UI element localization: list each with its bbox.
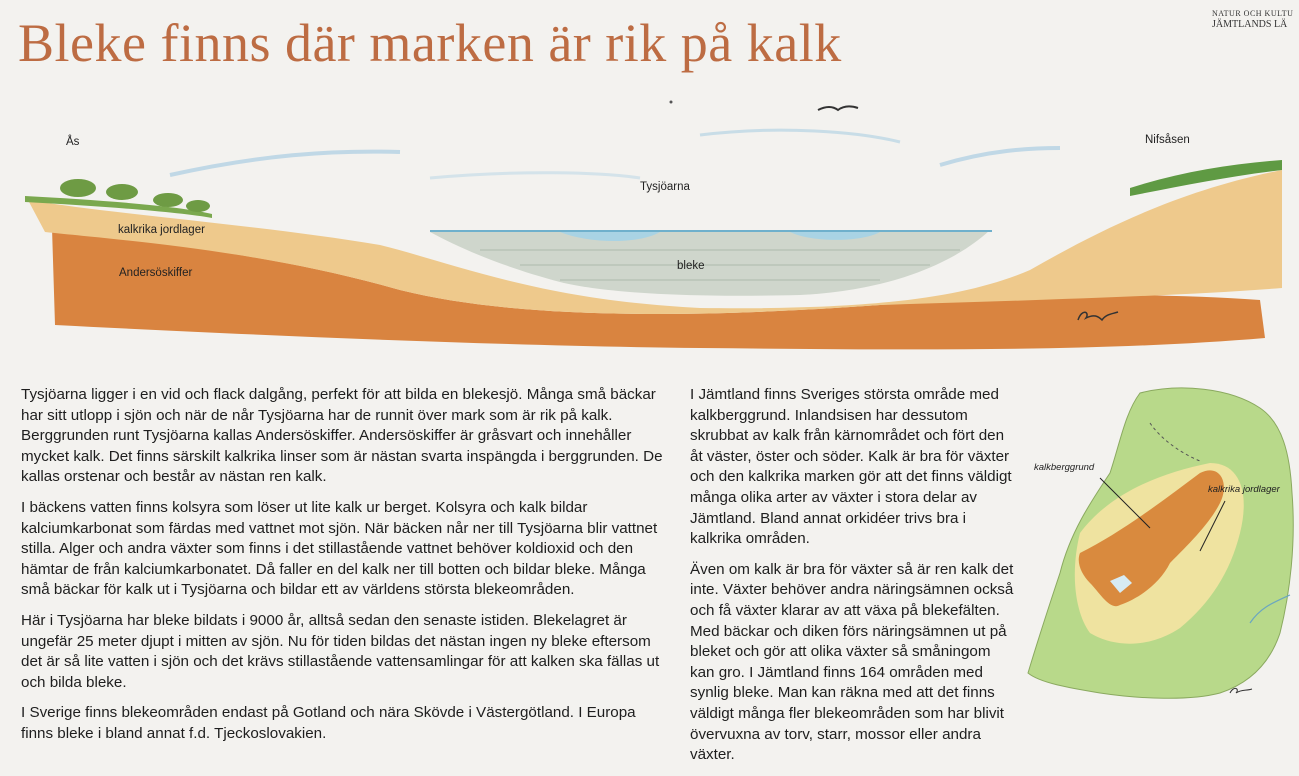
paragraph: Även om kalk är bra för växter så är ren kalk det inte. Växter behöver andra näringsämnen också och få växter klarar av att växa på blekefälten. Med bäckar och diken förs näringsämnen ut på bleket och gör att olika växter så småningom kan gro. I Jämtland finns 164 områden med synlig bleke. Man kan räkna med att det finns väldigt många fler blekeområden som har blivit övervuxna av torv, starr, mossor eller andra växter. xyxy=(690,560,1014,764)
paragraph: I bäckens vatten finns kolsyra som löser ut lite kalk ur berget. Kolsyra och kalk bildar kalciumkarbonat som färdas med vattnet mot sjön. När bäcken når ner till Tysjöarna blir vattnet stilla. Alger och andra växter som finns i det stillastående vattnet behöver koldioxid och den hämtar de från kalciumkarbonatet. Då faller en del kalk ner till botten och bildar bleke. Många små bäckar för kalk ut i Tysjöarna och bildar ett av världens största blekeområden. xyxy=(21,498,658,599)
artist-signature xyxy=(1230,688,1252,693)
label-as: Ås xyxy=(66,136,80,148)
label-andersoskiffer: Andersöskiffer xyxy=(119,267,193,279)
label-tysjoarna: Tysjöarna xyxy=(640,181,690,193)
sky-streak xyxy=(430,173,640,178)
paragraph: Här i Tysjöarna har bleke bildats i 9000 år, alltså sedan den senaste istiden. Blekelagret är ungefär 25 meter djupt i mitten av sjön. Nu för tiden bildas det nästan ingen ny bleke eftersom det är så lite vatten i sjön och det krävs stillastående vattensamlingar för att kalken ska fällas ut och bilda bleke. xyxy=(21,611,660,691)
sky-streak xyxy=(700,130,900,142)
page-title: Bleke finns där marken är rik på kalk xyxy=(18,13,842,73)
paragraph: I Sverige finns blekeområden endast på Gotland och nära Skövde i Västergötland. I Europa finns bleke i bland annat f.d. Tjeckoslovakien. xyxy=(21,704,636,742)
logo-line-1: NATUR OCH KULTU xyxy=(1212,9,1294,18)
label-kalkrika-jordlager: kalkrika jordlager xyxy=(118,224,205,236)
text-column-right xyxy=(690,385,1018,776)
map-label-kalkberggrund: kalkberggrund xyxy=(1034,462,1095,473)
logo-line-2: JÄMTLANDS LÄ xyxy=(1212,19,1288,30)
text-column-left xyxy=(21,385,671,755)
map-label-kalkrika-jordlager: kalkrika jordlager xyxy=(1208,484,1280,495)
dot xyxy=(670,101,673,104)
jamtland-map xyxy=(1020,383,1299,713)
bird-icon xyxy=(818,106,858,110)
paragraph: Tysjöarna ligger i en vid och flack dalgång, perfekt för att bilda en blekesjö. Många små bäckar har sitt utlopp i sjön och när de når Tysjöarna har de runnit över mark som är rik på kalk. Berggrunden runt Tysjöarna kallas Andersöskiffer. Andersöskiffer är gråsvart och innehåller mycket kalk. Det finns särskilt kalkrika linser som är nästan svarta inspängda i berggrunden. De kallas orstenar och består av nästan ren kalk. xyxy=(21,386,663,486)
sky-streak xyxy=(170,152,400,175)
sky-streak xyxy=(940,148,1060,165)
label-nifsasen: Nifsåsen xyxy=(1145,134,1190,146)
label-bleke: bleke xyxy=(677,260,705,272)
paragraph: I Jämtland finns Sveriges största område med kalkberggrund. Inlandsisen har dessutom skrubbat av kalk från kärnområdet och fört den åt väster, öster och söder. Kalk är bra för växter och den kalkrika marken gör att det finns väldigt många olika arter av växter i stora delar av Jämtland. Bland annat orkidéer trivs bra i kalkrika områden. xyxy=(690,386,1012,548)
